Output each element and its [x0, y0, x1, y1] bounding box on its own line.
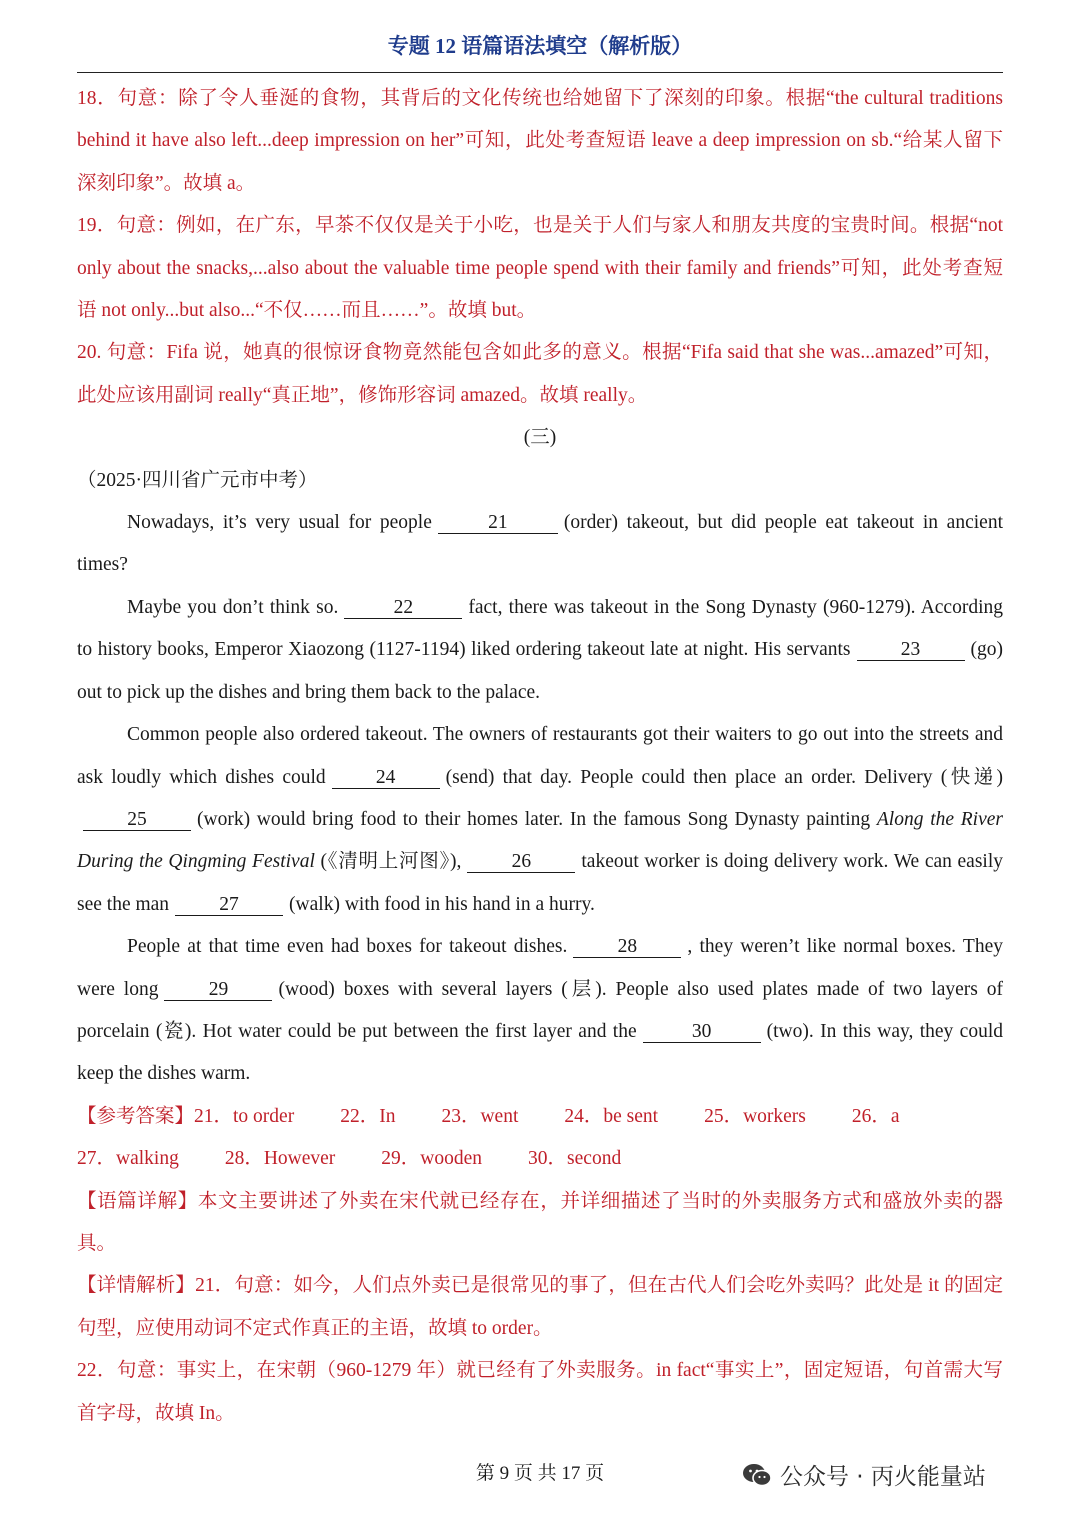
watermark	[742, 1458, 986, 1491]
answer-item: 22．In	[340, 1105, 396, 1127]
passage-paragraph-2: Maybe you don’t think so. 22 fact, there was takeout in the Song Dynasty (960-1279). According to history books, Emperor Xiaozong (1127-1194) liked ordering takeout late at night. His servants 23 (go) out to pick up the dishes and bring them back to the palace.	[77, 596, 1004, 703]
analysis-item-20: 20. 句意：Fifa 说，她真的很惊讶食物竟然能包含如此多的意义。根据“Fifa said that she was...amazed”可知，此处应该用副词 really“真正地”，修饰形容词 amazed。故填 really。	[77, 342, 1003, 406]
blank-27[interactable]: 27	[175, 895, 283, 916]
answer-key	[77, 1096, 1003, 1181]
answer-item: 21．to order	[194, 1105, 295, 1127]
answer-item: 28．However	[224, 1148, 336, 1170]
answer-item: 27．walking	[77, 1148, 179, 1170]
answer-item: 29．wooden	[381, 1148, 483, 1170]
answer-item: 26．a	[851, 1105, 900, 1127]
passage-paragraph-4: People at that time even had boxes for takeout dishes. 28 , they weren’t like normal boxes. They were long 29 (wood) boxes with several layers (层). People also used plates made of two layers of porcelain (瓷). Hot water could be put between the first layer and the 30 (two). In this way, they could keep the dishes warm.	[77, 936, 1004, 1085]
header-divider	[77, 72, 1003, 73]
painting-title: Along the River During the Qingming Festival	[77, 808, 1003, 873]
answer-item: 25．workers	[704, 1105, 806, 1127]
page-header-title: 专题 12 语篇语法填空（解析版）	[387, 34, 693, 58]
section-source: （2025·四川省广元市中考）	[77, 469, 318, 491]
blank-23[interactable]: 23	[857, 640, 965, 661]
blank-22[interactable]: 22	[344, 598, 462, 619]
wechat-icon	[742, 1462, 772, 1488]
blank-21[interactable]: 21	[438, 513, 558, 534]
watermark-text: 公众号 · 丙火能量站	[780, 1464, 986, 1490]
passage-paragraph-3: Common people also ordered takeout. The owners of restaurants got their waiters to go out into the streets and ask loudly which dishes could 24 (send) that day. People could then place an order. Delivery (快递)25 (work) would bring food to their homes later. In the famous Song Dynasty painting Along the River During the Qingming Festival (《清明上河图》), 26 takeout worker is doing delivery work. We can easily see the man 27 (walk) with food in his hand in a hurry.	[77, 724, 1003, 915]
answer-item: 23．went	[441, 1105, 519, 1127]
blank-24[interactable]: 24	[332, 768, 440, 789]
answer-item: 30．second	[528, 1148, 622, 1170]
blank-25[interactable]: 25	[83, 810, 191, 831]
blank-28[interactable]: 28	[573, 937, 681, 958]
answer-item: 24．be sent	[564, 1105, 659, 1127]
blank-26[interactable]: 26	[467, 852, 575, 873]
detail-analysis-22: 22．句意：事实上，在宋朝（960-1279 年）就已经有了外卖服务。in fact“事实上”，固定短语，句首需大写首字母，故填 In。	[77, 1360, 1003, 1424]
page-number: 第 9 页 共 17 页	[475, 1463, 605, 1484]
passage-paragraph-1: Nowadays, it’s very usual for people 21 (order) takeout, but did people eat takeout in ancient times?	[77, 512, 1003, 576]
detail-analysis-21: 【详情解析】21．句意：如今，人们点外卖已是很常见的事了，但在古代人们会吃外卖吗？此处是 it 的固定句型，应使用动词不定式作真正的主语，故填 to order。	[77, 1275, 1003, 1339]
passage-overview: 【语篇详解】本文主要讲述了外卖在宋代就已经存在，并详细描述了当时的外卖服务方式和盛放外卖的器具。	[77, 1190, 1003, 1254]
answer-key-label: 【参考答案】	[77, 1105, 195, 1127]
page-content	[77, 78, 1003, 1435]
analysis-item-19: 19．句意：例如，在广东，早茶不仅仅是关于小吃，也是关于人们与家人和朋友共度的宝贵时间。根据“not only about the snacks,...also about the valuable time people spend with their family and friends”可知，此处考查短语 not only...but also...“不仅……而且……”。故填 but。	[77, 215, 1003, 322]
section-label: (三)	[523, 427, 557, 449]
blank-30[interactable]: 30	[643, 1022, 761, 1043]
analysis-item-18: 18．句意：除了令人垂涎的食物，其背后的文化传统也给她留下了深刻的印象。根据“the cultural traditions behind it have also left...deep impression on her”可知，此处考查短语 leave a deep impression on sb.“给某人留下深刻印象”。故填 a。	[77, 88, 1003, 194]
blank-29[interactable]: 29	[164, 980, 272, 1001]
